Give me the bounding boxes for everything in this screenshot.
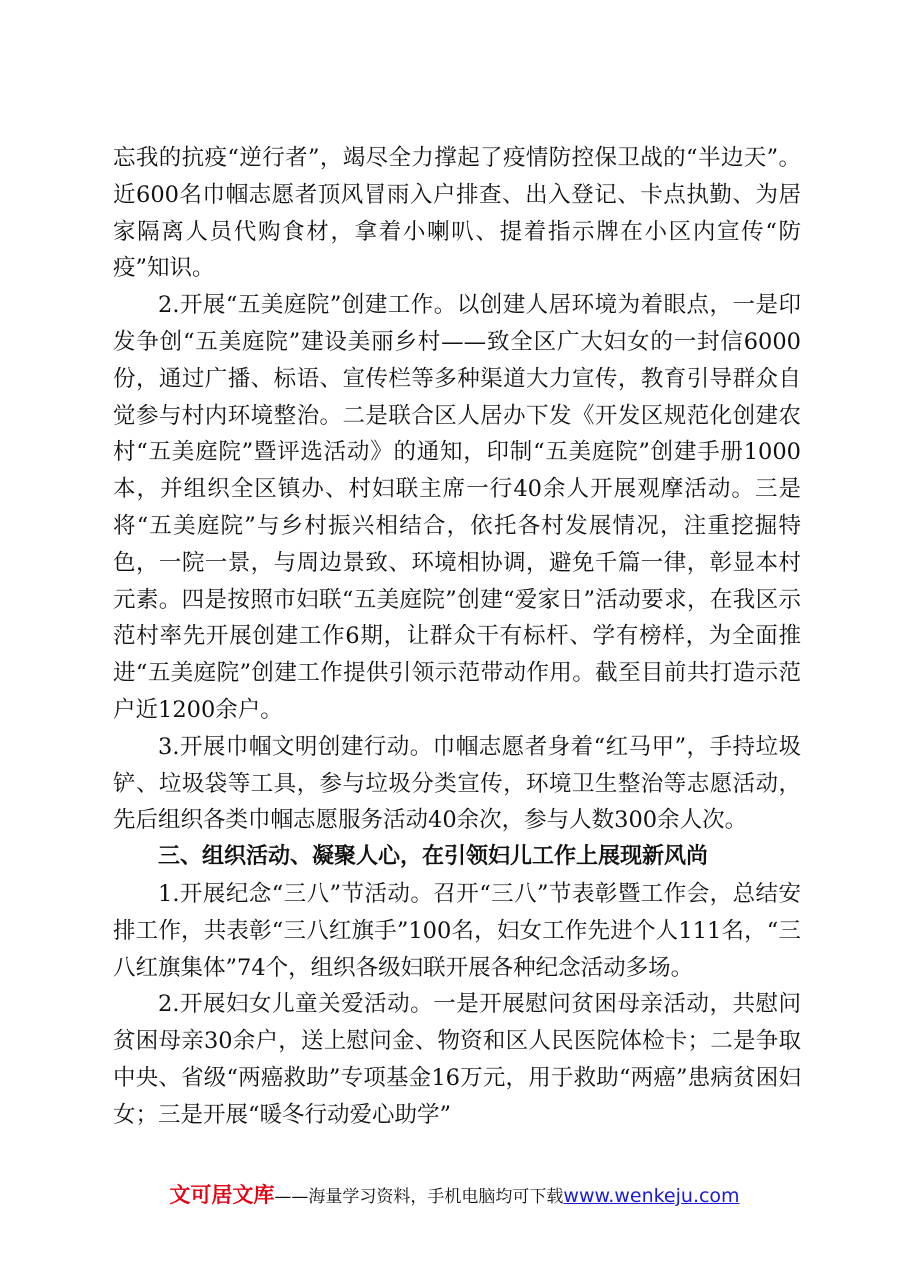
document-body bbox=[113, 140, 801, 1134]
section-heading: 三、组织活动、凝聚人心，在引领妇儿工作上展现新风尚 bbox=[158, 844, 709, 870]
paragraph-five-beauty-courtyard: 2.开展“五美庭院”创建工作。以创建人居环境为着眼点，一是印发争创“五美庭院”建设美丽乡村——致全区广大妇女的一封信6000份，通过广播、标语、宣传栏等多种渠道大力宣传，教育引导群众自觉参与村内环境整治。二是联合区人居办下发《开发区规范化创建农村“五美庭院”暨评选活动》的通知，印制“五美庭院”创建手册1000本，并组织全区镇办、村妇联主席一行40余人开展观摩活动。三是将“五美庭院”与乡村振兴相结合，依托各村发展情况，注重挖掘特色，一院一景，与周边景致、环境相协调，避免千篇一律，彰显本村元素。四是按照市妇联“五美庭院”创建“爱家日”活动要求，在我区示范村率先开展创建工作6期，让群众干有标杆、学有榜样，为全面推进“五美庭院”创建工作提供引领示范带动作用。截至目前共打造示范户近1200余户。 bbox=[113, 292, 801, 723]
paragraph-march-eighth: 1.开展纪念“三八”节活动。召开“三八”节表彰暨工作会，总结安排工作，共表彰“三八红旗手”100名，妇女工作先进个人111名，“三八红旗集体”74个，组织各级妇联开展各种纪念活动多场。 bbox=[113, 880, 801, 981]
footer-tagline: ——海量学习资料，手机电脑均可下载 bbox=[274, 1187, 564, 1207]
paragraph-care-activities: 2.开展妇女儿童关爱活动。一是开展慰问贫困母亲活动，共慰问贫困母亲30余户，送上慰问金、物资和区人民医院体检卡；二是争取中央、省级“两癌救助”专项基金16万元，用于救助“两癌”患病贫困妇女；三是开展“暖冬行动爱心助学” bbox=[113, 991, 801, 1128]
footer-banner bbox=[0, 1180, 909, 1212]
footer-brand: 文可居文库 bbox=[169, 1183, 275, 1207]
paragraph-continued: 忘我的抗疫“逆行者”，竭尽全力撑起了疫情防控保卫战的“半边天”。近600名巾帼志愿者顶风冒雨入户排查、出入登记、卡点执勤、为居家隔离人员代购食材，拿着小喇叭、提着指示牌在小区内宣传“防疫”知识。 bbox=[113, 145, 801, 282]
paragraph-civilization-action: 3.开展巾帼文明创建行动。巾帼志愿者身着“红马甲”，手持垃圾铲、垃圾袋等工具，参与垃圾分类宣传，环境卫生整治等志愿活动，先后组织各类巾帼志愿服务活动40余次，参与人数300余人次。 bbox=[113, 733, 801, 834]
footer-url-link[interactable]: www.wenkeju.com bbox=[563, 1185, 740, 1207]
